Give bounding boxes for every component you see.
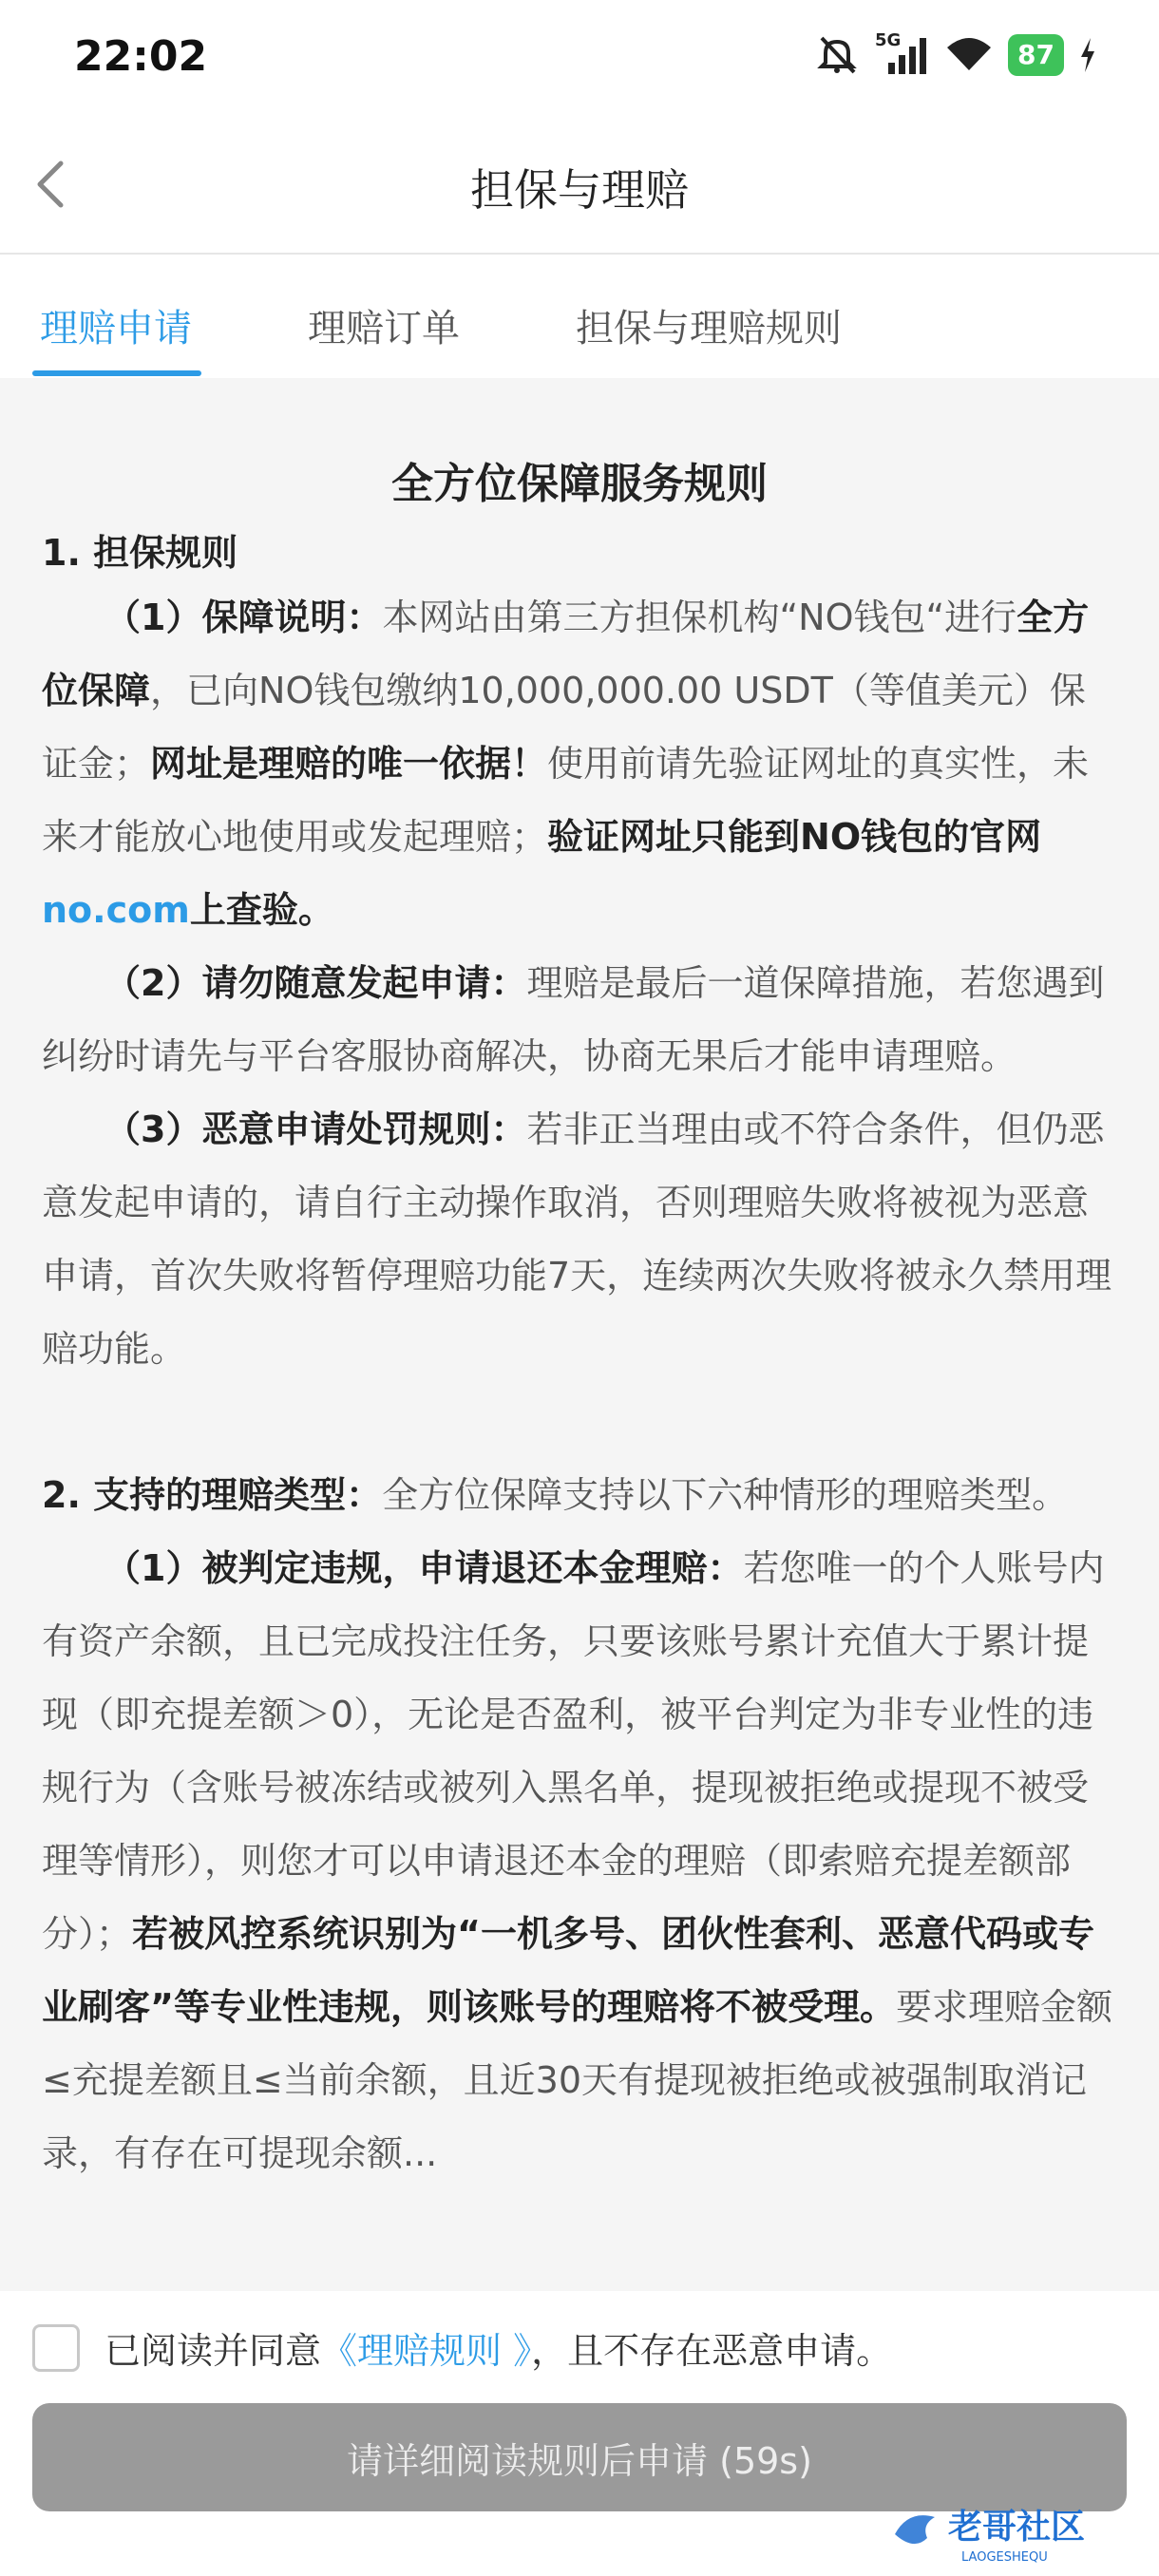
rule-1-text-1: 本网站由第三方担保机构“NO钱包“进行 <box>382 597 1017 638</box>
official-site-link[interactable]: no.com <box>42 889 190 931</box>
rule-paragraph-1 <box>42 581 1117 947</box>
dragon-logo-icon <box>889 2496 1136 2568</box>
tab-rules[interactable]: 担保与理赔规则 <box>576 307 842 350</box>
mute-bell-icon <box>814 34 860 76</box>
status-time: 22:02 <box>74 32 208 81</box>
rule-1-text-2: ，已向NO钱包缴纳10,000,000.00 USDT（等值美元）保证金； <box>42 670 1086 785</box>
agree-prefix: 已阅读并同意 <box>104 2330 322 2372</box>
status-icons <box>814 30 1096 76</box>
agree-suffix: ，且不存在恶意申请。 <box>531 2330 893 2372</box>
rule-paragraph-4 <box>42 1532 1117 2190</box>
rule-4-text-1: 若您唯一的个人账号内有资产余额，且已完成投注任务，只要该账号累计充值大于累计提现（即充提差额＞0），无论是否盈利，被平台判定为非专业性的违规行为（含账号被冻结或被列入黑名单，提现被拒绝或提现不被受理等情形），则您才可以申请退还本金的理赔（即索赔充提差额部分）； <box>42 1547 1105 1955</box>
battery-level: 87 <box>1008 34 1064 76</box>
rule-1-bold-4: 上查验。 <box>189 889 334 931</box>
wifi-icon <box>945 36 993 74</box>
rule-4-text-2: 要求理赔金额≤充提差额且≤当前余额，且近30天有提现被拒绝或被强制取消记录，有存在可提现余额... <box>42 1986 1112 2174</box>
status-bar <box>0 0 1159 114</box>
rules-content[interactable] <box>0 378 1159 2291</box>
rule-3-text: 若非正当理由或不符合条件，但仍恶意发起申请的，请自行主动操作取消，否则理赔失败将被视为恶意申请，首次失败将暂停理赔功能7天，连续两次失败将被永久禁用理赔功能。 <box>42 1108 1112 1370</box>
rule-paragraph-3 <box>42 1093 1117 1386</box>
nav-bar <box>0 114 1159 255</box>
rule-1-label: （1）保障说明： <box>104 597 383 638</box>
section-2-label: 2. 支持的理赔类型： <box>42 1474 383 1516</box>
spacer <box>42 1386 1117 1459</box>
network-type: 5G <box>875 30 902 50</box>
tab-claim-orders[interactable]: 理赔订单 <box>308 307 460 350</box>
watermark-logo <box>889 2496 1136 2568</box>
charging-icon <box>1079 38 1096 72</box>
apply-button[interactable]: 请详细阅读规则后申请 (59s) <box>32 2403 1127 2511</box>
agree-checkbox[interactable] <box>32 2324 80 2372</box>
rule-paragraph-2 <box>42 947 1117 1093</box>
page-title: 担保与理赔 <box>470 164 689 216</box>
rule-3-label: （3）恶意申请处罚规则： <box>104 1108 527 1150</box>
rule-2-label: （2）请勿随意发起申请： <box>104 962 527 1004</box>
rule-4-label: （1）被判定违规，申请退还本金理赔： <box>104 1547 744 1589</box>
tab-bar <box>0 255 1159 378</box>
rule-2-text: 理赔是最后一道保障措施，若您遇到纠纷时请先与平台客服协商解决，协商无果后才能申请理赔。 <box>42 962 1105 1077</box>
tab-claim-apply[interactable]: 理赔申请 <box>40 307 192 350</box>
rule-1-bold-2: 网址是理赔的唯一依据！ <box>150 743 548 785</box>
signal-icon <box>875 30 930 76</box>
active-tab-indicator <box>32 370 201 376</box>
rule-1-bold-3: 验证网址只能到NO钱包的官网 <box>547 816 1042 858</box>
watermark-sub: LAOGESHEQU <box>961 2550 1048 2565</box>
rules-title: 全方位保障服务规则 <box>391 460 768 508</box>
claim-rules-link[interactable]: 《理赔规则 》 <box>321 2330 532 2372</box>
agreement-row <box>32 2321 892 2374</box>
section-1-heading: 1. 担保规则 <box>42 532 238 574</box>
watermark-text: 老哥社区 <box>948 2508 1086 2547</box>
rule-4-bold-1: 若被风控系统识别为“一机多号、团伙性套利、恶意代码或专业刷客”等专业性违规，则该账号的理赔将不被受理。 <box>42 1913 1094 2028</box>
rule-1-text-3: 使用前请先验证网址的真实性，未来才能放心地使用或发起理赔； <box>42 743 1090 858</box>
rule-1-bold-1: 全方位保障 <box>42 597 1090 711</box>
agreement-text <box>104 2321 892 2374</box>
section-2-text: 全方位保障支持以下六种情形的理赔类型。 <box>382 1474 1069 1516</box>
section-2-paragraph <box>42 1459 1117 1532</box>
